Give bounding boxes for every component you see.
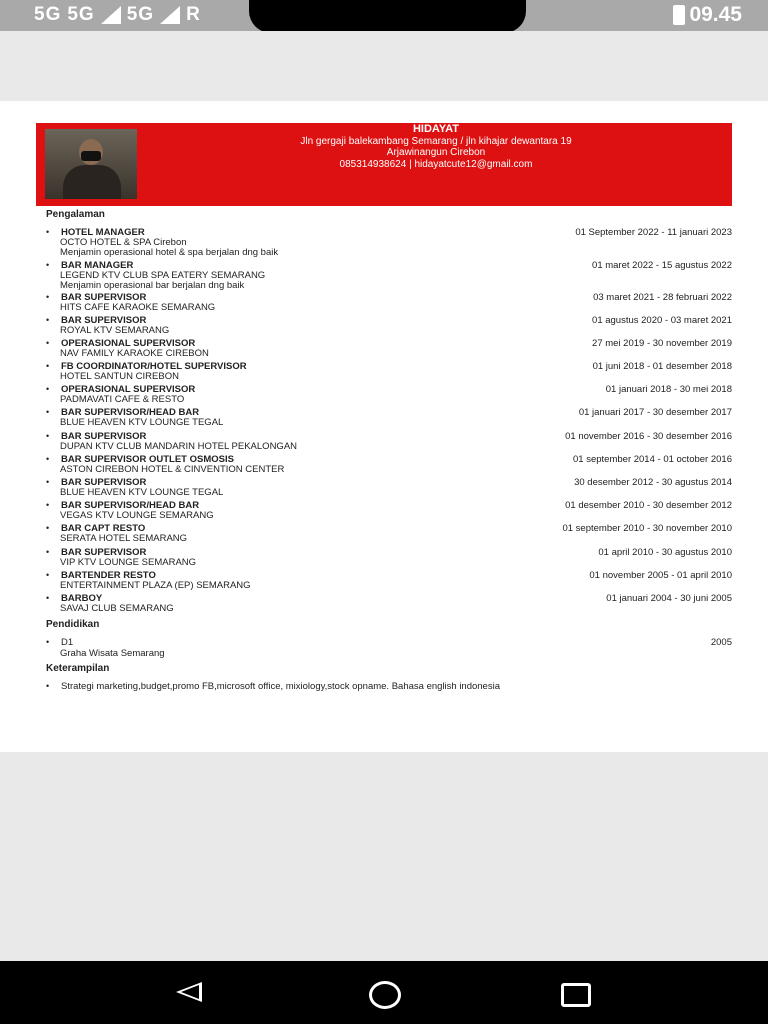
company-name: HOTEL SANTUN CIREBON (60, 371, 179, 382)
job-dates: 01 desember 2010 - 30 desember 2012 (565, 500, 732, 511)
bullet-icon: • (46, 260, 50, 270)
job-dates: 01 januari 2017 - 30 desember 2017 (578, 407, 732, 418)
bullet-icon: • (46, 523, 50, 533)
bullet-icon: • (46, 384, 50, 394)
job-description: Menjamin operasional hotel & spa berjalan dng baik (60, 247, 279, 258)
network-indicators (34, 4, 201, 26)
header-info (156, 124, 716, 170)
job-dates: 03 maret 2021 - 28 februari 2022 (593, 292, 732, 303)
bullet-icon: • (46, 454, 50, 464)
bullet-icon: • (46, 407, 50, 417)
company-name: NAV FAMILY KARAOKE CIREBON (60, 348, 209, 359)
company-name: VEGAS KTV LOUNGE SEMARANG (60, 510, 214, 521)
job-dates: 01 juni 2018 - 01 desember 2018 (592, 361, 732, 372)
job-dates: 01 januari 2004 - 30 juni 2005 (606, 593, 732, 604)
battery-icon (673, 5, 685, 25)
bullet-icon: • (46, 593, 50, 603)
company-name: BLUE HEAVEN KTV LOUNGE TEGAL (60, 417, 224, 428)
bullet-icon: • (46, 570, 50, 580)
education-heading: Pendidikan (46, 619, 100, 630)
bullet-icon: • (46, 477, 50, 487)
company-name: OCTO HOTEL & SPA Cirebon (60, 237, 187, 248)
job-description: Menjamin operasional bar berjalan dng baik (60, 280, 245, 291)
company-name: ROYAL KTV SEMARANG (60, 325, 170, 336)
job-dates: 01 september 2014 - 01 october 2016 (573, 454, 732, 465)
resume-document[interactable] (0, 101, 768, 752)
bullet-icon: • (46, 227, 50, 237)
bullet-icon: • (46, 315, 50, 325)
job-title: BARTENDER RESTO (61, 570, 156, 581)
skills-heading: Keterampilan (46, 663, 110, 674)
company-name: LEGEND KTV CLUB SPA EATERY SEMARANG (60, 270, 266, 281)
company-name: SERATA HOTEL SEMARANG (60, 533, 188, 544)
job-dates: 01 november 2016 - 30 desember 2016 (565, 431, 732, 442)
status-right (673, 3, 742, 27)
signal-icon-2 (160, 6, 180, 24)
company-name: SAVAJ CLUB SEMARANG (60, 603, 174, 614)
job-title: BAR SUPERVISOR/HEAD BAR (61, 407, 200, 418)
bullet-icon: • (46, 681, 50, 691)
job-title: BARBOY (61, 593, 103, 604)
profile-photo (45, 129, 137, 199)
education-year: 2005 (710, 637, 732, 648)
company-name: ASTON CIREBON HOTEL & CINVENTION CENTER (60, 464, 285, 475)
bullet-icon: • (46, 361, 50, 371)
applicant-name: HIDAYAT (412, 123, 460, 135)
job-dates: 30 desember 2012 - 30 agustus 2014 (574, 477, 732, 488)
camera-notch (249, 0, 526, 33)
page-top-area (0, 31, 768, 101)
address-line-1: Jln gergaji balekambang Semarang / jln kihajar dewantara 19 (300, 135, 572, 147)
job-title: OPERASIONAL SUPERVISOR (61, 384, 196, 395)
company-name: DUPAN KTV CLUB MANDARIN HOTEL PEKALONGAN (60, 441, 298, 452)
home-icon[interactable] (369, 981, 401, 1009)
job-dates: 01 januari 2018 - 30 mei 2018 (605, 384, 732, 395)
job-title: BAR SUPERVISOR (61, 292, 147, 303)
job-title: HOTEL MANAGER (61, 227, 145, 238)
job-title: BAR SUPERVISOR/HEAD BAR (61, 500, 200, 511)
roaming-indicator: R (186, 4, 201, 25)
bullet-icon: • (46, 637, 50, 647)
job-title: FB COORDINATOR/HOTEL SUPERVISOR (61, 361, 247, 372)
network-label-1: 5G (34, 4, 62, 25)
bullet-icon: • (46, 547, 50, 557)
job-title: BAR SUPERVISOR (61, 477, 147, 488)
address-line-2: Arjawinangun Cirebon (386, 147, 486, 158)
signal-icon (101, 6, 121, 24)
job-title: BAR SUPERVISOR OUTLET OSMOSIS (61, 454, 234, 465)
company-name: HITS CAFE KARAOKE SEMARANG (60, 302, 216, 313)
education-degree: D1 (61, 637, 74, 648)
job-dates: 01 September 2022 - 11 januari 2023 (575, 227, 732, 238)
back-icon-inner (181, 985, 199, 999)
job-title: BAR CAPT RESTO (61, 523, 146, 534)
education-school: Graha Wisata Semarang (60, 648, 165, 659)
skills-text: Strategi marketing,budget,promo FB,microsoft office, mixiology,stock opname. Bahasa english indonesia (61, 681, 500, 692)
job-dates: 01 april 2010 - 30 agustus 2010 (598, 547, 732, 558)
network-label-3: 5G (126, 4, 155, 25)
job-dates: 01 maret 2022 - 15 agustus 2022 (592, 260, 732, 271)
job-dates: 01 agustus 2020 - 03 maret 2021 (592, 315, 732, 326)
job-dates: 01 september 2010 - 30 november 2010 (562, 523, 732, 534)
clock: 09.45 (689, 3, 742, 26)
bullet-icon: • (46, 500, 50, 510)
bullet-icon: • (46, 338, 50, 348)
company-name: PADMAVATI CAFE & RESTO (60, 394, 185, 405)
bullet-icon: • (46, 292, 50, 302)
resume-header (36, 123, 732, 206)
job-title: BAR MANAGER (61, 260, 134, 271)
job-title: BAR SUPERVISOR (61, 315, 147, 326)
company-name: ENTERTAINMENT PLAZA (EP) SEMARANG (60, 580, 251, 591)
contact-line: 085314938624 | hidayatcute12@gmail.com (339, 158, 533, 170)
company-name: BLUE HEAVEN KTV LOUNGE TEGAL (60, 487, 224, 498)
job-title: BAR SUPERVISOR (61, 431, 147, 442)
job-title: OPERASIONAL SUPERVISOR (61, 338, 196, 349)
company-name: VIP KTV LOUNGE SEMARANG (60, 557, 197, 568)
network-label-2: 5G (67, 4, 95, 25)
bullet-icon: • (46, 431, 50, 441)
job-dates: 27 mei 2019 - 30 november 2019 (592, 338, 732, 349)
recent-apps-icon[interactable] (561, 983, 591, 1007)
job-title: BAR SUPERVISOR (61, 547, 147, 558)
job-dates: 01 november 2005 - 01 april 2010 (589, 570, 732, 581)
experience-heading: Pengalaman (46, 209, 105, 220)
